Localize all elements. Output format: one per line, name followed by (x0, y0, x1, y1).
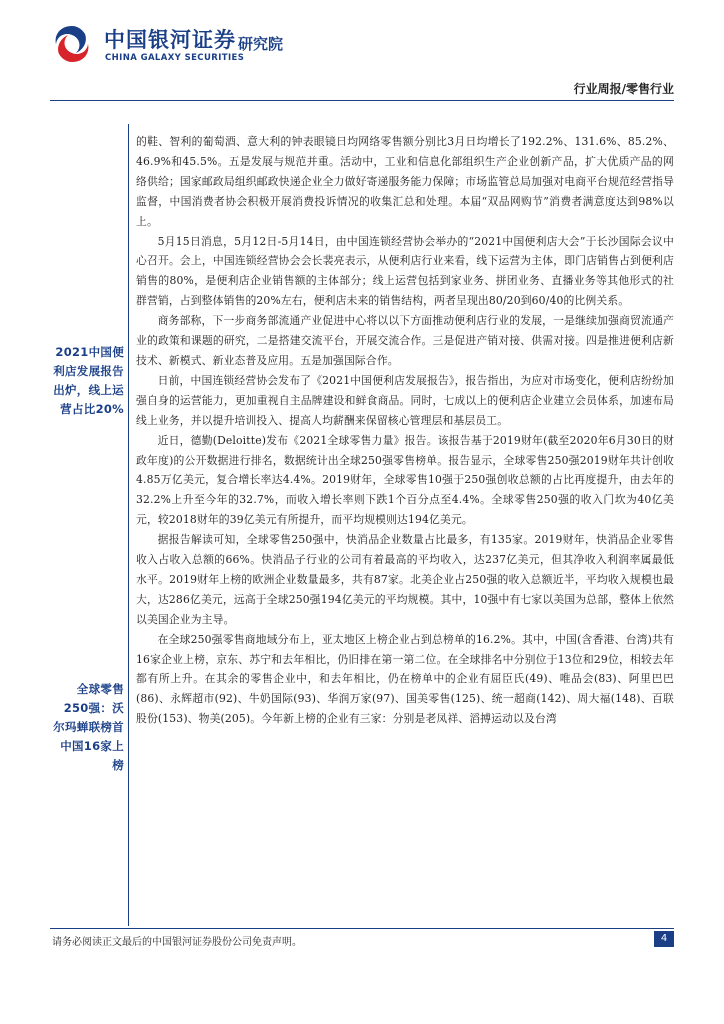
footer-divider (50, 928, 674, 929)
side-note-global-retail: 全球零售250强：沃尔玛蝉联榜首 中国16家上榜 (53, 682, 124, 772)
margin-divider (128, 124, 129, 926)
report-type: 行业周报/零售行业 (573, 82, 674, 96)
article-body (136, 132, 674, 729)
paragraph: 日前，中国连锁经营协会发布了《2021中国便利店发展报告》，报告指出，为应对市场变化，便利店纷纷加强自身的运营能力，更加重视自主品牌建设和鲜食商品。同时，七成以上的便利店企业建立会员体系，加速布局线上业务，并以提升培训投入、提高人均薪酬来保留核心管理层和基层员工。 (136, 373, 674, 427)
paragraph: 据报告解读可知，全球零售250强中，快消品企业数量占比最多，有135家。2019财年，快消品企业零售收入占收入总额的66%。快消品子行业的公司有着最高的平均收入，达237亿美元，但其净收入利润率属最低水平。2019财年上榜的欧洲企业数量最多，共有87家。北美企业占250强的收入总额近半，平均收入规模也最大，达286亿美元，远高于全球250强194亿美元的平均规模。其中，10强中有七家以美国为总部，整体上依然以美国企业为主导。 (136, 533, 674, 626)
disclaimer: 请务必阅读正文最后的中国银河证券股份公司免责声明。 (52, 937, 302, 948)
brand-name-en: CHINA GALAXY SECURITIES (105, 53, 245, 63)
header-divider (50, 100, 674, 101)
page-header (0, 0, 724, 110)
institute-label: 研究院 (238, 35, 284, 53)
paragraph: 在全球250强零售商地域分布上，亚太地区上榜企业占到总榜单的16.2%。其中，中国(含香港、台湾)共有16家企业上榜，京东、苏宁和去年相比，仍旧排在第一第二位。在全球排名中分别位于13位和29位，相较去年都有所上升。在其余的零售企业中，和去年相比，仍在榜单中的企业有屈臣氏(49)、唯品会(83)、阿里巴巴(86)、永辉超市(92)、牛奶国际(93)、华润万家(97)、国美零售(125)、统一超商(142)、周大福(148)、百联股份(153)、物美(205)。今年新上榜的企业有三家：分别是老凤祥、滔搏运动以及台湾 (136, 632, 674, 726)
page-number: 4 (654, 931, 674, 947)
galaxy-logo-icon (50, 22, 94, 66)
paragraph: 5月15日消息，5月12日-5月14日，由中国连锁经营协会举办的“2021中国便利店大会”于长沙国际会议中心召开。会上，中国连锁经营协会会长裴亮表示，从便利店行业来看，线下运营为主体，即门店销售占到便利店销售的80%，是便利店企业销售额的主体部分；线上运营包括到家业务、拼团业务、直播业务等其他形式的社群营销，占到整体销售的20%左右，便利店未来的销售结构，两者呈现出80/20到60/40的比例关系。 (136, 234, 674, 308)
paragraph: 近日，德勤(Deloitte)发布《2021全球零售力量》报告。该报告基于2019财年(截至2020年6月30日的财政年度)的公开数据进行排名，数据统计出全球250强零售榜单。报告显示，全球零售250强2019财年共计创收4.85万亿美元，复合增长率达4.4%。2019财年，全球零售10强于250强创收总额的占比再度提升，由去年的32.2%上升至今年的32.7%，而收入增长率则下跌1个百分点至4.4%。全球零售250强的收入门坎为40亿美元，较2018财年的39亿美元有所提升，而平均规模则达194亿美元。 (136, 433, 674, 527)
paragraph: 商务部称，下一步商务部流通产业促进中心将以以下方面推动便利店行业的发展，一是继续加强商贸流通产业的政策和课题的研究，二是搭建交流平台，开展交流合作。三是促进产销对接、供需对接。四是推进便利店新技术、新模式、新业态普及应用。五是加强国际合作。 (136, 314, 674, 367)
brand-name-cn: 中国银河证券 (104, 28, 236, 52)
paragraph: 的鞋、智利的葡萄酒、意大利的钟表眼镜日均网络零售额分别比3月日均增长了192.2%、131.6%、85.2%、46.9%和45.5%。五是发展与规范并重。活动中，工业和信息化部组织生产企业创新产品，扩大优质产品的网络供给；国家邮政局组织邮政快递企业全力做好寄递服务能力保障；市场监管总局加强对电商平台规范经营指导监督，中国消费者协会积极开展消费投诉情况的收集汇总和处理。本届“双品网购节”消费者满意度达到98%以上。 (136, 135, 674, 228)
side-note-convenience-report: 2021中国便利店发展报告出炉，线上运营占比20% (53, 345, 124, 416)
